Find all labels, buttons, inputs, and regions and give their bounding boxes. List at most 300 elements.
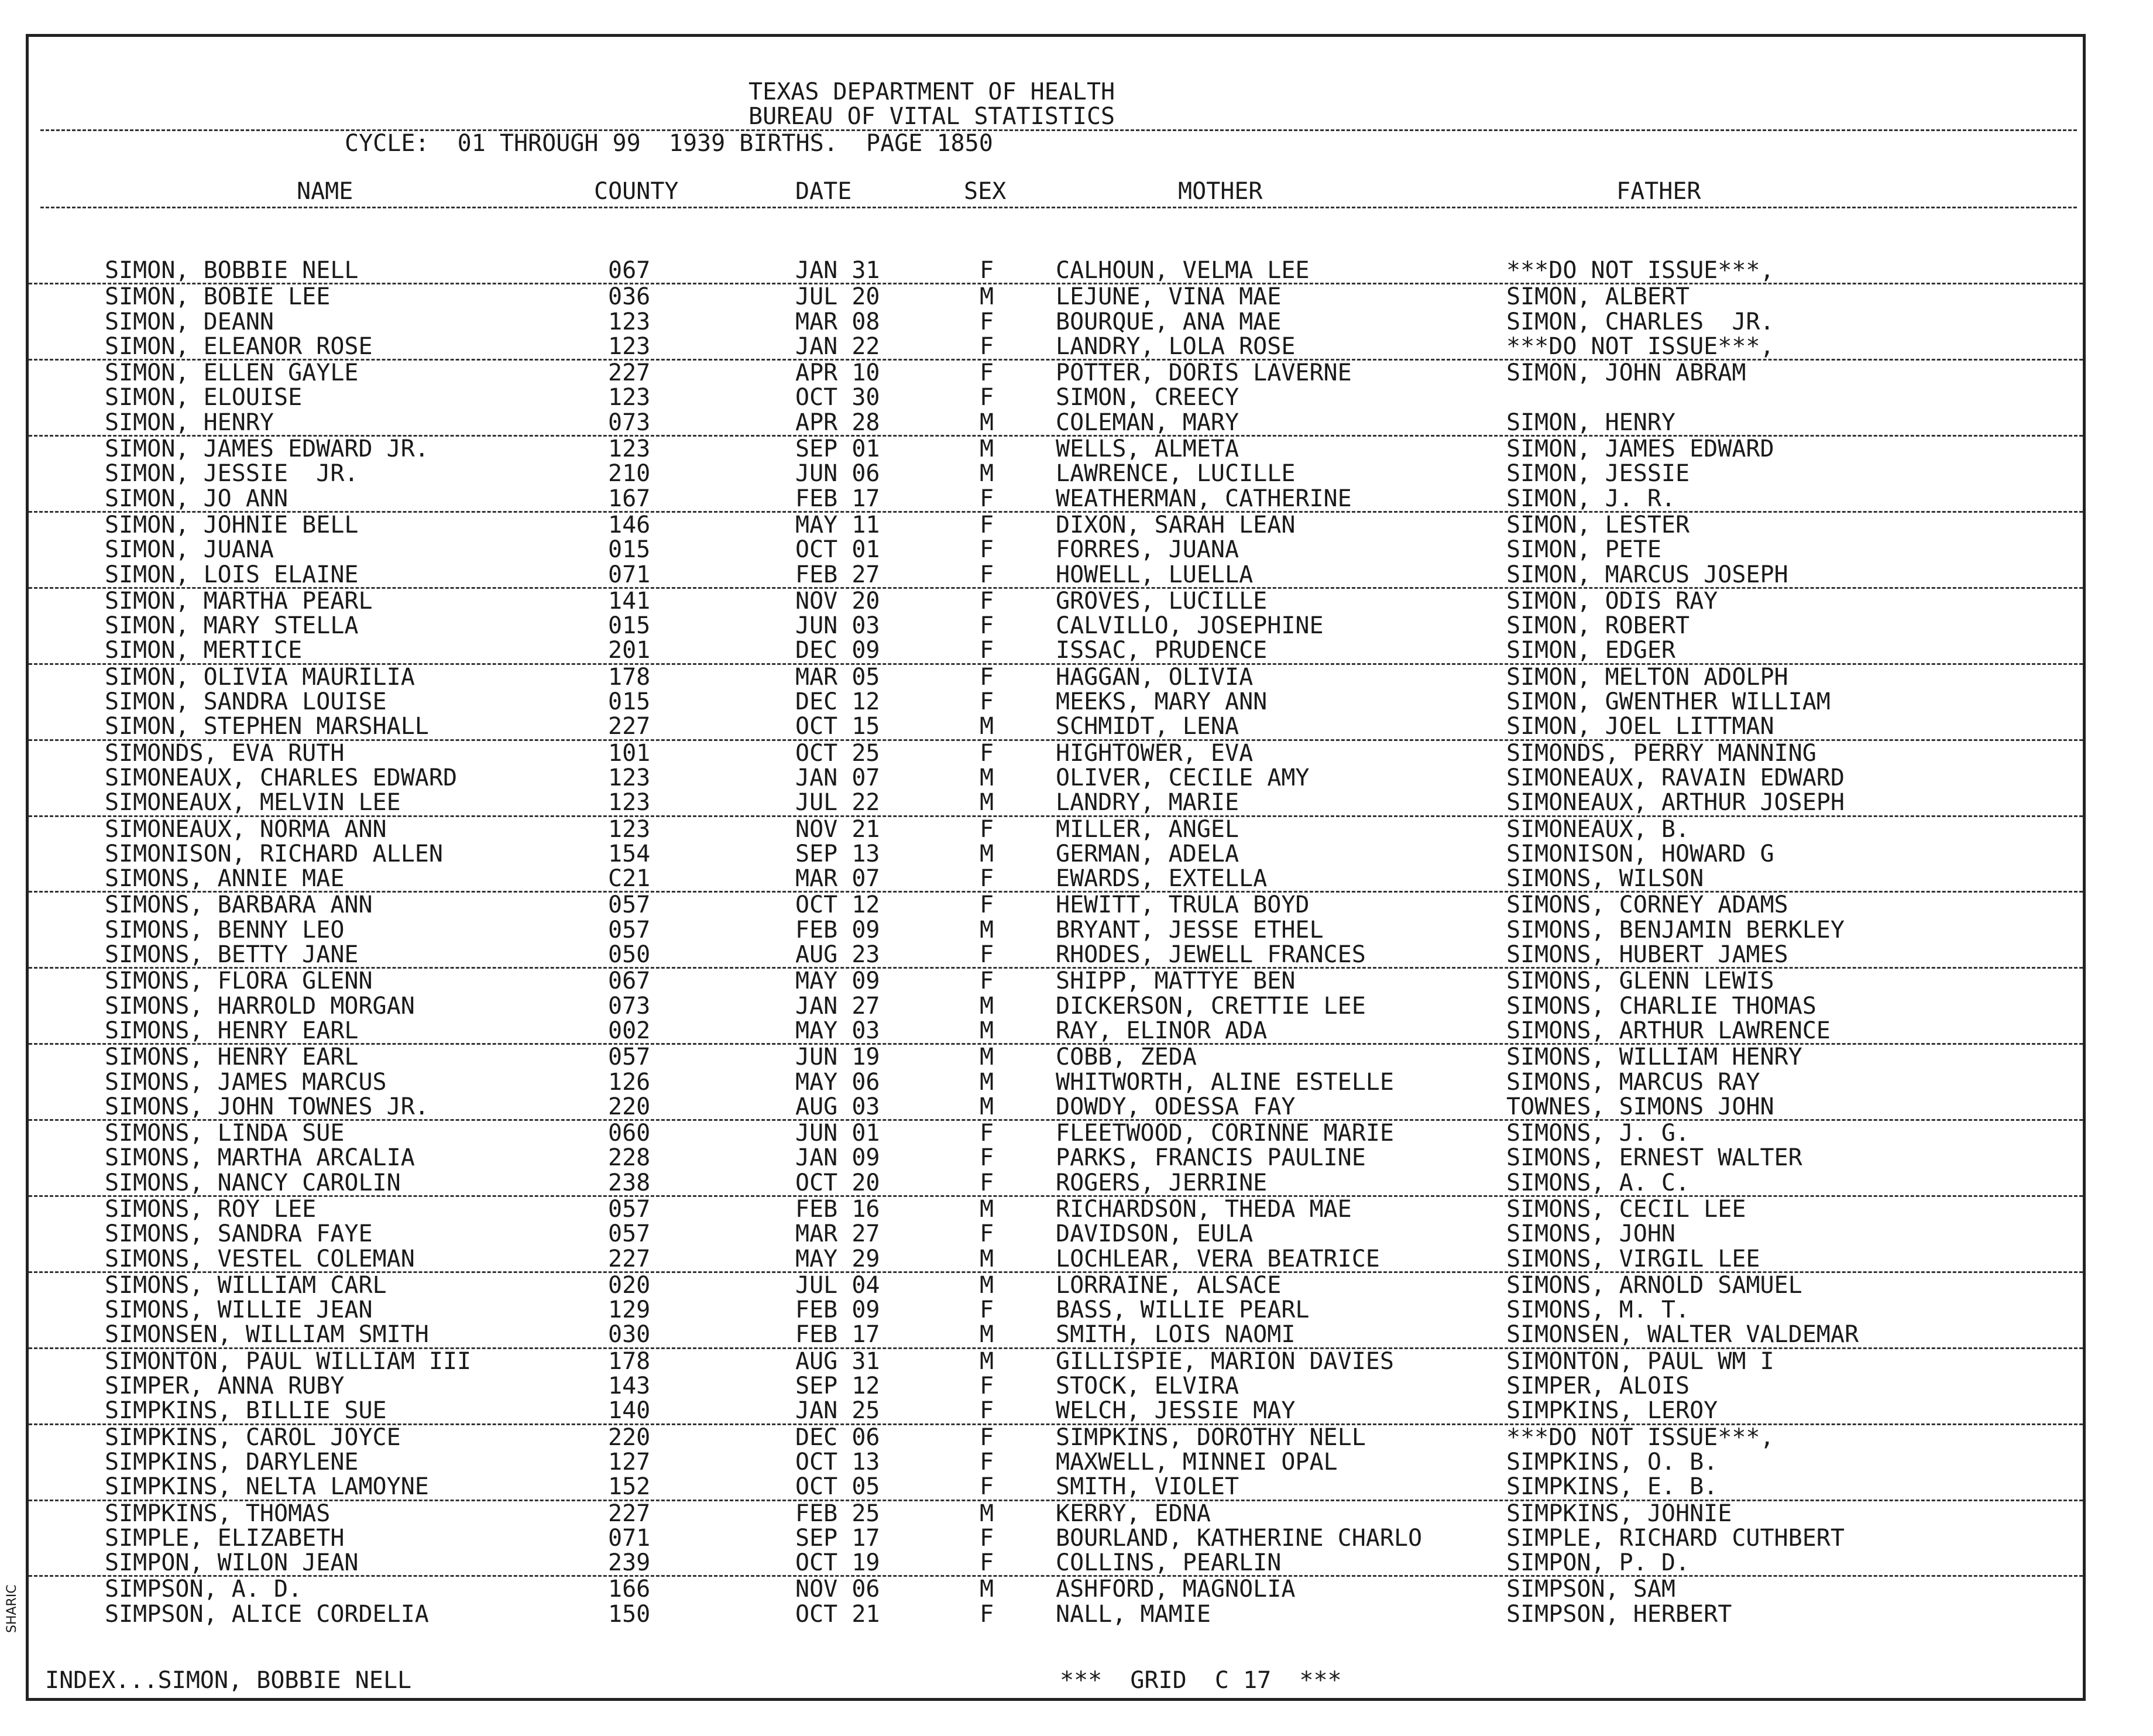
- record-name: SIMONS, VESTEL COLEMAN: [105, 1245, 415, 1272]
- record-name: SIMPKINS, NELTA LAMOYNE: [105, 1473, 429, 1501]
- record-father: SIMONS, GLENN LEWIS: [1506, 968, 1774, 995]
- record-date: MAY 09: [795, 968, 880, 995]
- record-sex: F: [980, 865, 994, 893]
- record-county: 036: [608, 283, 651, 311]
- record-sex: F: [980, 1473, 994, 1501]
- record-county: 057: [608, 1044, 651, 1071]
- record-father: SIMONEAUX, B.: [1506, 815, 1690, 843]
- record-date: FEB 25: [795, 1500, 880, 1527]
- record-father: SIMONDS, PERRY MANNING: [1506, 739, 1817, 767]
- record-date: JAN 31: [795, 257, 880, 284]
- record-county: 123: [608, 764, 651, 791]
- record-father: SIMON, CHARLES JR.: [1506, 308, 1774, 335]
- record-date: MAR 05: [795, 663, 880, 691]
- record-row: [29, 1526, 2083, 1550]
- record-row: [29, 486, 2083, 513]
- record-sex: F: [980, 1397, 994, 1425]
- record-date: APR 10: [795, 359, 880, 387]
- column-header-date: DATE: [795, 178, 852, 205]
- record-mother: LANDRY, LOLA ROSE: [1056, 332, 1296, 360]
- record-name: SIMON, LOIS ELAINE: [105, 561, 359, 588]
- record-date: JUL 22: [795, 789, 880, 816]
- record-mother: FLEETWOOD, CORINNE MARIE: [1056, 1120, 1394, 1147]
- record-mother: STOCK, ELVIRA: [1056, 1373, 1239, 1400]
- record-sex: F: [980, 968, 994, 995]
- record-mother: HAGGAN, OLIVIA: [1056, 663, 1254, 691]
- record-date: AUG 03: [795, 1093, 880, 1120]
- record-father: SIMONS, VIRGIL LEE: [1506, 1245, 1760, 1272]
- record-name: SIMON, JAMES EDWARD JR.: [105, 435, 429, 463]
- record-name: SIMPSON, A. D.: [105, 1576, 303, 1603]
- record-date: FEB 09: [795, 916, 880, 944]
- record-father: SIMONS, ARTHUR LAWRENCE: [1506, 1017, 1831, 1044]
- record-father: SIMONS, ERNEST WALTER: [1506, 1144, 1802, 1172]
- record-county: 140: [608, 1397, 651, 1425]
- record-county: 143: [608, 1373, 651, 1400]
- record-father: SIMONSEN, WALTER VALDEMAR: [1506, 1321, 1859, 1349]
- record-date: FEB 17: [795, 1321, 880, 1349]
- record-row: [29, 1121, 2083, 1145]
- record-row: [29, 1298, 2083, 1322]
- record-sex: M: [980, 1347, 994, 1375]
- record-row: [29, 893, 2083, 917]
- record-sex: F: [980, 612, 994, 640]
- record-name: SIMON, JUANA: [105, 536, 274, 564]
- record-father: SIMONS, BENJAMIN BERKLEY: [1506, 916, 1845, 944]
- record-name: SIMPON, WILON JEAN: [105, 1549, 359, 1577]
- record-county: 150: [608, 1600, 651, 1628]
- record-name: SIMON, BOBBIE NELL: [105, 257, 359, 284]
- record-name: SIMON, ELEANOR ROSE: [105, 332, 373, 360]
- record-sex: M: [980, 840, 994, 867]
- record-county: 071: [608, 561, 651, 588]
- record-sex: M: [980, 1271, 994, 1299]
- bureau-title: BUREAU OF VITAL STATISTICS: [748, 103, 1115, 130]
- record-county: 154: [608, 840, 651, 867]
- record-sex: F: [980, 663, 994, 691]
- column-header-sex: SEX: [964, 178, 1007, 205]
- record-name: SIMPKINS, THOMAS: [105, 1500, 331, 1527]
- record-mother: HIGHTOWER, EVA: [1056, 739, 1254, 767]
- record-sex: F: [980, 561, 994, 588]
- record-date: OCT 15: [795, 713, 880, 740]
- record-sex: M: [980, 460, 994, 488]
- header-rule-2: [40, 207, 2077, 208]
- record-county: 123: [608, 332, 651, 360]
- record-name: SIMON, ELLEN GAYLE: [105, 359, 359, 387]
- record-row: [29, 714, 2083, 740]
- record-county: 178: [608, 663, 651, 691]
- record-mother: LAWRENCE, LUCILLE: [1056, 460, 1296, 488]
- record-row: [29, 1374, 2083, 1398]
- record-father: SIMPKINS, O. B.: [1506, 1448, 1718, 1476]
- record-date: MAR 07: [795, 865, 880, 893]
- record-father: SIMONS, ARNOLD SAMUEL: [1506, 1271, 1802, 1299]
- record-date: MAY 06: [795, 1068, 880, 1096]
- record-name: SIMONS, JAMES MARCUS: [105, 1068, 387, 1096]
- record-row: [29, 969, 2083, 993]
- record-date: NOV 20: [795, 587, 880, 615]
- record-mother: CALHOUN, VELMA LEE: [1056, 257, 1310, 284]
- record-county: 123: [608, 308, 651, 335]
- record-father: SIMON, JOEL LITTMAN: [1506, 713, 1774, 740]
- record-mother: WEATHERMAN, CATHERINE: [1056, 485, 1352, 512]
- record-father: SIMON, HENRY: [1506, 409, 1675, 436]
- record-row: [29, 790, 2083, 816]
- record-name: SIMON, OLIVIA MAURILIA: [105, 663, 415, 691]
- record-father: SIMPSON, HERBERT: [1506, 1600, 1732, 1628]
- record-father: SIMONS, CHARLIE THOMAS: [1506, 992, 1817, 1020]
- record-sex: M: [980, 435, 994, 463]
- record-sex: F: [980, 1600, 994, 1628]
- department-title: TEXAS DEPARTMENT OF HEALTH: [748, 78, 1115, 105]
- record-row: [29, 665, 2083, 689]
- record-date: JAN 07: [795, 764, 880, 791]
- record-county: 220: [608, 1093, 651, 1120]
- record-row: [29, 994, 2083, 1018]
- record-father: SIMONTON, PAUL WM I: [1506, 1347, 1774, 1375]
- record-sex: F: [980, 815, 994, 843]
- record-mother: NALL, MAMIE: [1056, 1600, 1211, 1628]
- record-name: SIMON, MARY STELLA: [105, 612, 359, 640]
- record-date: JUN 01: [795, 1120, 880, 1147]
- record-county: 015: [608, 536, 651, 564]
- record-father: SIMON, ODIS RAY: [1506, 587, 1718, 615]
- record-father: SIMON, J. R.: [1506, 485, 1675, 512]
- record-mother: BRYANT, JESSE ETHEL: [1056, 916, 1324, 944]
- record-sex: F: [980, 1423, 994, 1451]
- record-name: SIMONS, ANNIE MAE: [105, 865, 345, 893]
- record-father: SIMONISON, HOWARD G: [1506, 840, 1774, 867]
- record-father: SIMONS, WILSON: [1506, 865, 1704, 893]
- record-sex: F: [980, 891, 994, 919]
- record-date: OCT 25: [795, 739, 880, 767]
- record-county: 227: [608, 1500, 651, 1527]
- record-row: [29, 1501, 2083, 1526]
- record-row: [29, 334, 2083, 361]
- record-name: SIMON, JESSIE JR.: [105, 460, 359, 488]
- record-date: OCT 12: [795, 891, 880, 919]
- ledger-sheet: [26, 34, 2086, 1701]
- record-mother: WHITWORTH, ALINE ESTELLE: [1056, 1068, 1394, 1096]
- record-mother: DIXON, SARAH LEAN: [1056, 511, 1296, 538]
- record-name: SIMONEAUX, NORMA ANN: [105, 815, 387, 843]
- record-row: [29, 258, 2083, 284]
- record-date: MAY 11: [795, 511, 880, 538]
- record-mother: SCHMIDT, LENA: [1056, 713, 1239, 740]
- record-sex: M: [980, 1321, 994, 1349]
- record-sex: F: [980, 637, 994, 664]
- record-row: [29, 589, 2083, 613]
- record-sex: F: [980, 359, 994, 387]
- record-mother: RICHARDSON, THEDA MAE: [1056, 1195, 1352, 1223]
- record-county: 178: [608, 1347, 651, 1375]
- record-row: [29, 437, 2083, 461]
- record-name: SIMONS, HENRY EARL: [105, 1017, 359, 1044]
- record-father: SIMPKINS, JOHNIE: [1506, 1500, 1732, 1527]
- record-county: 239: [608, 1549, 651, 1577]
- record-row: [29, 1398, 2083, 1425]
- record-date: OCT 21: [795, 1600, 880, 1628]
- record-date: FEB 27: [795, 561, 880, 588]
- record-father: SIMONS, WILLIAM HENRY: [1506, 1044, 1802, 1071]
- record-date: JUN 19: [795, 1044, 880, 1071]
- record-mother: COLLINS, PEARLIN: [1056, 1549, 1282, 1577]
- record-row: [29, 385, 2083, 410]
- record-row: [29, 613, 2083, 638]
- record-sex: M: [980, 1017, 994, 1044]
- record-county: 201: [608, 637, 651, 664]
- record-county: 015: [608, 688, 651, 716]
- record-row: [29, 638, 2083, 664]
- record-sex: F: [980, 688, 994, 716]
- record-row: [29, 1450, 2083, 1474]
- record-father: SIMPSON, SAM: [1506, 1576, 1675, 1603]
- record-father: SIMPKINS, E. B.: [1506, 1473, 1718, 1501]
- record-county: 141: [608, 587, 651, 615]
- record-name: SIMONS, FLORA GLENN: [105, 968, 373, 995]
- record-row: [29, 1197, 2083, 1222]
- record-sex: M: [980, 992, 994, 1020]
- record-row: [29, 310, 2083, 334]
- column-header-mother: MOTHER: [1178, 178, 1263, 205]
- record-sex: F: [980, 1120, 994, 1147]
- record-father: SIMONS, CORNEY ADAMS: [1506, 891, 1788, 919]
- record-county: 123: [608, 384, 651, 411]
- record-county: 057: [608, 916, 651, 944]
- record-sex: F: [980, 308, 994, 335]
- record-row: [29, 1425, 2083, 1450]
- record-name: SIMPKINS, DARYLENE: [105, 1448, 359, 1476]
- record-sex: F: [980, 485, 994, 512]
- record-mother: ROGERS, JERRINE: [1056, 1169, 1268, 1196]
- record-row: [29, 866, 2083, 893]
- record-date: NOV 21: [795, 815, 880, 843]
- record-father: SIMONS, MARCUS RAY: [1506, 1068, 1760, 1096]
- record-father: SIMONEAUX, RAVAIN EDWARD: [1506, 764, 1845, 791]
- record-row: [29, 1602, 2083, 1627]
- record-mother: COBB, ZEDA: [1056, 1044, 1197, 1071]
- record-father: SIMONS, A. C.: [1506, 1169, 1690, 1196]
- record-row: [29, 1349, 2083, 1374]
- record-name: SIMONTON, PAUL WILLIAM III: [105, 1347, 472, 1375]
- column-header-county: COUNTY: [594, 178, 679, 205]
- record-name: SIMPER, ANNA RUBY: [105, 1373, 345, 1400]
- record-county: 071: [608, 1524, 651, 1552]
- record-name: SIMONISON, RICHARD ALLEN: [105, 840, 443, 867]
- record-row: [29, 562, 2083, 589]
- record-county: 166: [608, 1576, 651, 1603]
- record-mother: DICKERSON, CRETTIE LEE: [1056, 992, 1366, 1020]
- record-name: SIMONS, ROY LEE: [105, 1195, 317, 1223]
- record-father: SIMONS, CECIL LEE: [1506, 1195, 1746, 1223]
- record-date: JAN 27: [795, 992, 880, 1020]
- record-sex: F: [980, 384, 994, 411]
- record-name: SIMONS, JOHN TOWNES JR.: [105, 1093, 429, 1120]
- record-date: FEB 17: [795, 485, 880, 512]
- record-sex: F: [980, 536, 994, 564]
- record-date: OCT 05: [795, 1473, 880, 1501]
- record-county: 123: [608, 435, 651, 463]
- record-mother: WELCH, JESSIE MAY: [1056, 1397, 1296, 1425]
- record-row: [29, 1018, 2083, 1045]
- record-mother: MILLER, ANGEL: [1056, 815, 1239, 843]
- record-date: MAY 03: [795, 1017, 880, 1044]
- record-sex: F: [980, 1448, 994, 1476]
- record-county: 073: [608, 992, 651, 1020]
- record-date: OCT 20: [795, 1169, 880, 1196]
- record-date: AUG 23: [795, 941, 880, 969]
- record-county: 146: [608, 511, 651, 538]
- record-date: JUN 03: [795, 612, 880, 640]
- record-county: 123: [608, 815, 651, 843]
- column-header-name: NAME: [297, 178, 353, 205]
- column-header-father: FATHER: [1616, 178, 1701, 205]
- record-date: JAN 25: [795, 1397, 880, 1425]
- record-date: JUN 06: [795, 460, 880, 488]
- record-date: SEP 12: [795, 1373, 880, 1400]
- record-date: MAR 08: [795, 308, 880, 335]
- record-county: 167: [608, 485, 651, 512]
- record-mother: LEJUNE, VINA MAE: [1056, 283, 1282, 311]
- record-name: SIMONS, MARTHA ARCALIA: [105, 1144, 415, 1172]
- record-county: 030: [608, 1321, 651, 1349]
- record-date: OCT 19: [795, 1549, 880, 1577]
- record-name: SIMONSEN, WILLIAM SMITH: [105, 1321, 429, 1349]
- record-father: TOWNES, SIMONS JOHN: [1506, 1093, 1774, 1120]
- record-date: SEP 01: [795, 435, 880, 463]
- record-sex: F: [980, 1549, 994, 1577]
- record-county: 067: [608, 257, 651, 284]
- record-date: DEC 06: [795, 1423, 880, 1451]
- footer-index: INDEX...SIMON, BOBBIE NELL: [45, 1667, 412, 1694]
- record-father: SIMPER, ALOIS: [1506, 1373, 1690, 1400]
- record-sex: M: [980, 916, 994, 944]
- record-mother: OLIVER, CECILE AMY: [1056, 764, 1310, 791]
- record-mother: GERMAN, ADELA: [1056, 840, 1239, 867]
- record-name: SIMONS, BETTY JANE: [105, 941, 359, 969]
- record-sex: M: [980, 764, 994, 791]
- record-county: 057: [608, 1220, 651, 1248]
- record-mother: RAY, ELINOR ADA: [1056, 1017, 1268, 1044]
- record-row: [29, 361, 2083, 385]
- record-row: [29, 1322, 2083, 1349]
- record-county: 238: [608, 1169, 651, 1196]
- record-date: AUG 31: [795, 1347, 880, 1375]
- record-row: [29, 918, 2083, 942]
- record-date: OCT 13: [795, 1448, 880, 1476]
- record-county: 228: [608, 1144, 651, 1172]
- record-sex: F: [980, 1296, 994, 1324]
- record-mother: RHODES, JEWELL FRANCES: [1056, 941, 1366, 969]
- record-father: ***DO NOT ISSUE***,: [1506, 332, 1774, 360]
- record-county: 126: [608, 1068, 651, 1096]
- record-sex: F: [980, 1144, 994, 1172]
- record-date: JAN 09: [795, 1144, 880, 1172]
- record-sex: M: [980, 1500, 994, 1527]
- record-county: 057: [608, 1195, 651, 1223]
- record-sex: M: [980, 789, 994, 816]
- record-date: MAY 29: [795, 1245, 880, 1272]
- record-sex: F: [980, 587, 994, 615]
- record-name: SIMONS, NANCY CAROLIN: [105, 1169, 401, 1196]
- record-county: 227: [608, 359, 651, 387]
- record-mother: SIMON, CREECY: [1056, 384, 1239, 411]
- record-mother: GROVES, LUCILLE: [1056, 587, 1268, 615]
- record-name: SIMONS, WILLIAM CARL: [105, 1271, 387, 1299]
- record-mother: LANDRY, MARIE: [1056, 789, 1239, 816]
- record-name: SIMON, DEANN: [105, 308, 274, 335]
- record-mother: WELLS, ALMETA: [1056, 435, 1239, 463]
- record-father: SIMONS, HUBERT JAMES: [1506, 941, 1788, 969]
- record-sex: M: [980, 1093, 994, 1120]
- record-row: [29, 1070, 2083, 1095]
- record-row: [29, 817, 2083, 842]
- record-row: [29, 1247, 2083, 1273]
- record-name: SIMONS, WILLIE JEAN: [105, 1296, 373, 1324]
- record-row: [29, 410, 2083, 437]
- records-list: [29, 258, 2083, 1627]
- record-county: 123: [608, 789, 651, 816]
- record-name: SIMONEAUX, CHARLES EDWARD: [105, 764, 458, 791]
- record-sex: F: [980, 1524, 994, 1552]
- record-father: SIMPON, P. D.: [1506, 1549, 1690, 1577]
- record-name: SIMON, ELOUISE: [105, 384, 303, 411]
- record-mother: DAVIDSON, EULA: [1056, 1220, 1254, 1248]
- record-date: FEB 09: [795, 1296, 880, 1324]
- record-mother: GILLISPIE, MARION DAVIES: [1056, 1347, 1394, 1375]
- record-mother: DOWDY, ODESSA FAY: [1056, 1093, 1296, 1120]
- record-date: OCT 01: [795, 536, 880, 564]
- record-mother: BOURQUE, ANA MAE: [1056, 308, 1282, 335]
- record-mother: CALVILLO, JOSEPHINE: [1056, 612, 1324, 640]
- footer-grid: *** GRID C 17 ***: [1060, 1667, 1342, 1694]
- record-name: SIMPKINS, BILLIE SUE: [105, 1397, 387, 1425]
- record-row: [29, 1145, 2083, 1170]
- record-father: SIMON, MELTON ADOLPH: [1506, 663, 1788, 691]
- record-sex: F: [980, 332, 994, 360]
- record-father: SIMPLE, RICHARD CUTHBERT: [1506, 1524, 1845, 1552]
- record-row: [29, 1474, 2083, 1501]
- record-name: SIMONS, BENNY LEO: [105, 916, 345, 944]
- record-name: SIMON, HENRY: [105, 409, 274, 436]
- record-sex: F: [980, 1220, 994, 1248]
- record-mother: LORRAINE, ALSACE: [1056, 1271, 1282, 1299]
- record-mother: ISSAC, PRUDENCE: [1056, 637, 1268, 664]
- record-name: SIMONS, BARBARA ANN: [105, 891, 373, 919]
- record-date: DEC 12: [795, 688, 880, 716]
- record-sex: F: [980, 739, 994, 767]
- record-row: [29, 1045, 2083, 1069]
- record-name: SIMONDS, EVA RUTH: [105, 739, 345, 767]
- record-row: [29, 1273, 2083, 1298]
- record-father: SIMON, JOHN ABRAM: [1506, 359, 1746, 387]
- record-father: SIMON, EDGER: [1506, 637, 1675, 664]
- record-mother: HEWITT, TRULA BOYD: [1056, 891, 1310, 919]
- record-date: JAN 22: [795, 332, 880, 360]
- record-row: [29, 513, 2083, 537]
- record-sex: M: [980, 409, 994, 436]
- record-mother: POTTER, DORIS LAVERNE: [1056, 359, 1352, 387]
- record-name: SIMONS, SANDRA FAYE: [105, 1220, 373, 1248]
- record-county: 227: [608, 1245, 651, 1272]
- record-father: SIMON, MARCUS JOSEPH: [1506, 561, 1788, 588]
- record-date: SEP 13: [795, 840, 880, 867]
- record-sex: F: [980, 1169, 994, 1196]
- record-row: [29, 1171, 2083, 1197]
- record-mother: SMITH, LOIS NAOMI: [1056, 1321, 1296, 1349]
- record-name: SIMONS, HARROLD MORGAN: [105, 992, 415, 1020]
